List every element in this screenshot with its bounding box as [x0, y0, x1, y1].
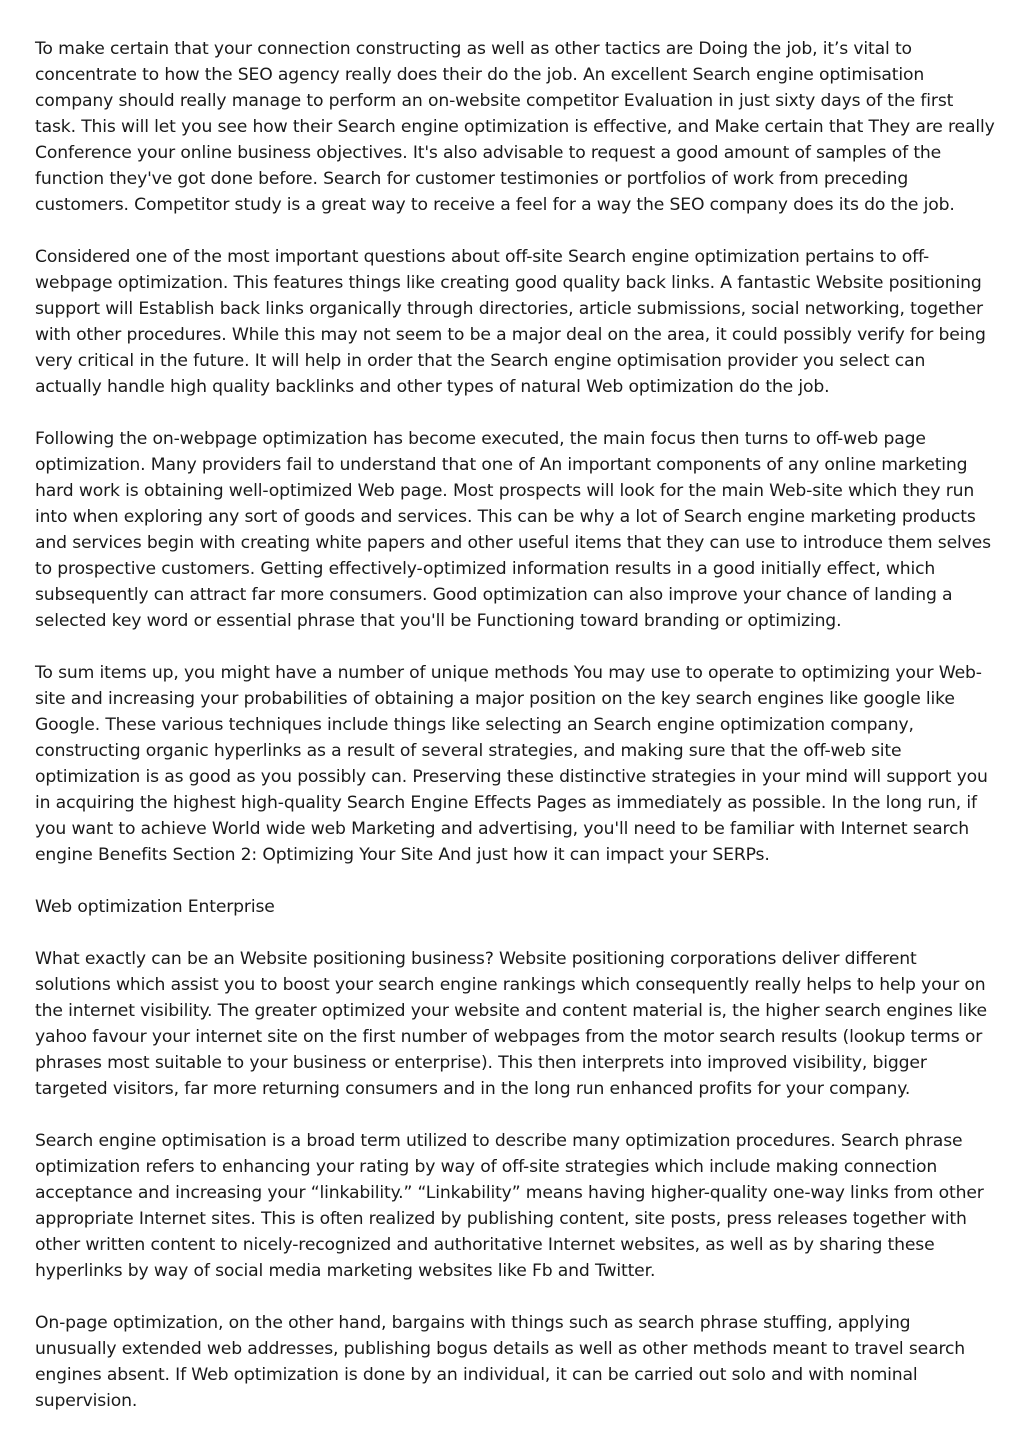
paragraph-what-is-seo-business: What exactly can be an Website positioning business? Website positioning corporations deliver different solutions which assist you to boost your search engine rankings which consequently really helps to help your on the internet visibility. The greater optimized your website and content material is, the higher search engines like yahoo favour your internet site on the first number of webpages from the motor search results (lookup terms or phrases most suitable to your business or enterprise). This then interprets into improved visibility, bigger targeted visitors, far more returning consumers and in the long run enhanced profits for your company. [35, 949, 987, 1099]
paragraph-off-site-optimization: Considered one of the most important questions about off-site Search engine optimization pertains to off-webpage optimization. This features things like creating good quality back links. A fantastic Website positioning support will Establish back links organically through directories, article submissions, social networking, together with other procedures. While this may not seem to be a major deal on the area, it could possibly verify for being very critical in the future. It will help in order that the Search engine optimisation provider you select can actually handle high quality backlinks and other types of natural Web optimization do the job. [35, 247, 986, 397]
paragraph-search-engine-optimisation-term: Search engine optimisation is a broad term utilized to describe many optimization procedures. Search phrase optimization refers to enhancing your rating by way of off-site strategies which include making connection acceptance and increasing your “linkability.” “Linkability” means having higher-quality one-way links from other appropriate Internet sites. This is often realized by publishing content, site posts, press releases together with other written content to nicely-recognized and authoritative Internet websites, as well as by sharing these hyperlinks by way of social media marketing websites like Fb and Twitter. [35, 1131, 984, 1281]
document-body [35, 36, 995, 1414]
paragraph-off-web-page-optimization: Following the on-webpage optimization has become executed, the main focus then turns to off-web page optimization. Many providers fail to understand that one of An important components of any online marketing hard work is obtaining well-optimized Web page. Most prospects will look for the main Web-site which they run into when exploring any sort of goods and services. This can be why a lot of Search engine marketing products and services begin with creating white papers and other useful items that they can use to introduce them selves to prospective customers. Getting effectively-optimized information results in a good initially effect, which subsequently can attract far more consumers. Good optimization can also improve your chance of landing a selected key word or essential phrase that you'll be Functioning toward branding or optimizing. [35, 429, 991, 631]
paragraph-link-building-agency: To make certain that your connection constructing as well as other tactics are Doing the job, it’s vital to concentrate to how the SEO agency really does their do the job. An excellent Search engine optimisation company should really manage to perform an on-website competitor Evaluation in just sixty days of the first task. This will let you see how their Search engine optimization is effective, and Make certain that They are really Conference your online business objectives. It's also advisable to request a good amount of samples of the function they've got done before. Search for customer testimonies or portfolios of work from preceding customers. Competitor study is a great way to receive a feel for a way the SEO company does its do the job. [35, 39, 995, 215]
paragraph-on-page-optimization: On-page optimization, on the other hand, bargains with things such as search phrase stuffing, applying unusually extended web addresses, publishing bogus details as well as other methods meant to travel search engines absent. If Web optimization is done by an individual, it can be carried out solo and with nominal supervision. [35, 1313, 966, 1411]
paragraph-summary: To sum items up, you might have a number of unique methods You may use to operate to optimizing your Web-site and increasing your probabilities of obtaining a major position on the key search engines like google like Google. These various techniques include things like selecting an Search engine optimization company, constructing organic hyperlinks as a result of several strategies, and making sure that the off-web site optimization is as good as you possibly can. Preserving these distinctive strategies in your mind will support you in acquiring the highest high-quality Search Engine Effects Pages as immediately as possible. In the long run, if you want to achieve World wide web Marketing and advertising, you'll need to be familiar with Internet search engine Benefits Section 2: Optimizing Your Site And just how it can impact your SERPs. [35, 663, 988, 865]
section-heading: Web optimization Enterprise [35, 897, 275, 917]
